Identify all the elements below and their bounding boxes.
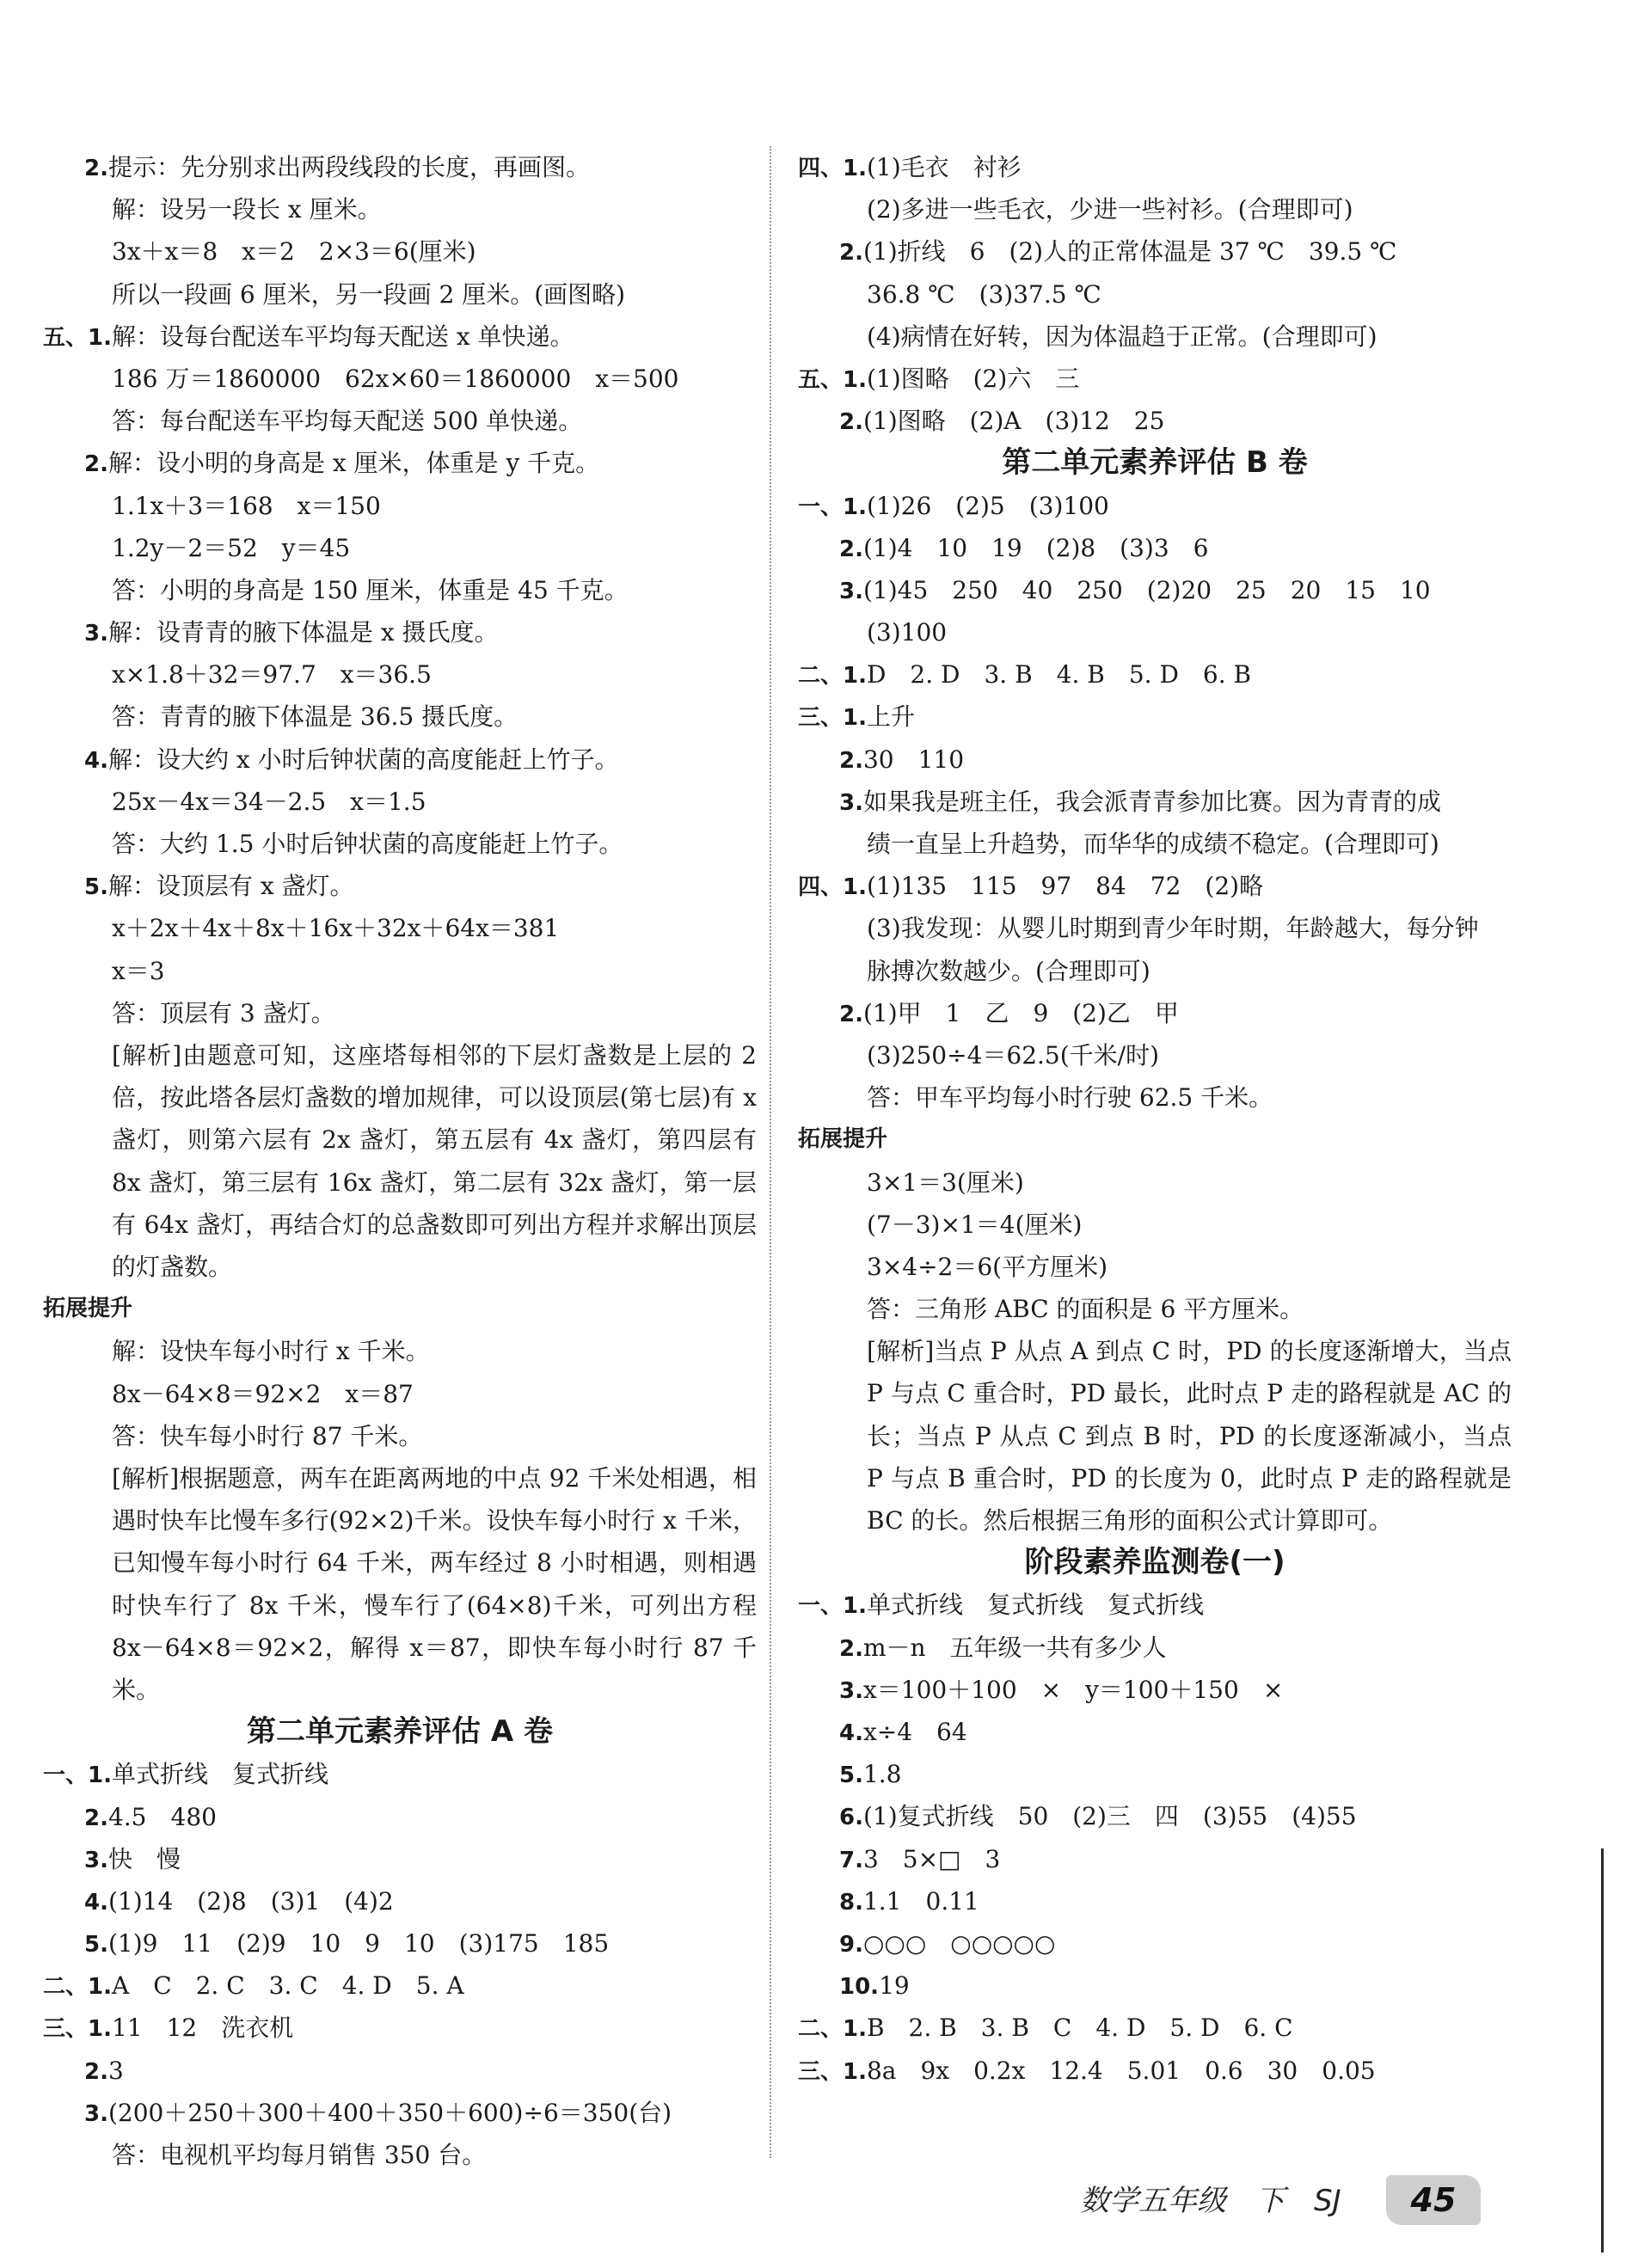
answer-line [798, 823, 1512, 865]
answer-line [43, 2092, 757, 2134]
answer-text: (1)9 11 (2)9 10 9 10 (3)175 185 [107, 1929, 610, 1958]
answer-line [798, 230, 1512, 273]
item-number: 3. [84, 621, 108, 647]
answer-line [43, 781, 757, 823]
answer-text: m－n 五年级一共有多少人 [862, 1633, 1167, 1662]
right-column [798, 146, 1512, 2092]
answer-line [798, 739, 1512, 781]
answer-line [798, 146, 1512, 188]
item-number: 3. [839, 1677, 863, 1704]
item-number: 2. [839, 747, 863, 774]
item-number: 一、1. [798, 493, 867, 520]
answer-line [43, 316, 757, 358]
answer-line [798, 1288, 1512, 1330]
answer-text: 3x＋x＝8 x＝2 2×3＝6(厘米) [112, 237, 476, 267]
subsection-label: 拓展提升 [43, 1296, 133, 1322]
answer-text: 上升 [866, 702, 915, 732]
answer-text: x＝100＋100 × y＝100＋150 × [862, 1675, 1284, 1704]
answer-line [43, 1880, 757, 1922]
answer-line [798, 1965, 1512, 2007]
answer-text: (3)100 [867, 618, 948, 647]
answer-line [43, 527, 757, 569]
answer-text: [解析]当点 P 从点 A 到点 C 时，PD 的长度逐渐增大，当点 P 与点 C 重合时，PD 最长，此时点 P 走的路程就是 AC 的长；当点 P 从点 C 到点 B 时，PD 的长度逐渐减小，当点 P 与点 B 重合时，PD 的长度为 0，此时点 P 走的路程就是 BC 的长。然后根据三角形的面积公式计算即可。 [867, 1337, 1512, 1535]
answer-line [43, 146, 757, 188]
answer-text: (3)我发现：从婴儿时期到青少年时期，年龄越大，每分钟 [867, 914, 1479, 943]
item-number: 5. [839, 1762, 863, 1789]
analysis-paragraph [43, 1457, 757, 1711]
answer-line [798, 400, 1512, 442]
answer-line [43, 1330, 757, 1372]
answer-text: A C 2. C 3. C 4. D 5. A [111, 1971, 464, 2001]
answer-text: 答：电视机平均每月销售 350 台。 [112, 2141, 487, 2169]
answer-text: 答：快车每小时行 87 千米。 [112, 1421, 423, 1450]
answer-text: 解：设另一段长 x 厘米。 [112, 195, 382, 224]
answer-text: 解：设大约 x 小时后钟状菌的高度能赶上竹子。 [107, 745, 619, 774]
answer-text: 解：设每台配送车平均每天配送 x 单快递。 [111, 322, 574, 351]
answer-line [43, 611, 757, 653]
answer-text: 186 万＝1860000 62x×60＝1860000 x＝500 [112, 364, 679, 393]
answer-line [798, 2007, 1512, 2049]
answer-text: (1)折线 6 (2)人的正常体温是 37 ℃ 39.5 ℃ [862, 237, 1397, 267]
item-number: 2. [839, 409, 863, 436]
answer-line [798, 1669, 1512, 1711]
item-number: 三、1. [43, 2016, 112, 2043]
item-number: 8. [839, 1889, 863, 1916]
item-number: 7. [839, 1847, 863, 1873]
item-number: 四、1. [798, 874, 867, 901]
answer-text: (1)26 (2)5 (3)100 [866, 491, 1109, 520]
item-number: 5. [84, 874, 108, 901]
answer-line [798, 2050, 1512, 2092]
answer-text: (2)多进一些毛衣，少进一些衬衫。(合理即可) [867, 195, 1353, 224]
answer-text: 答：顶层有 3 盏灯。 [112, 998, 335, 1027]
answer-text: 3 5×□ 3 [862, 1844, 1001, 1873]
item-number: 4. [84, 747, 108, 774]
answer-text: (1)4 10 19 (2)8 (3)3 6 [862, 533, 1209, 562]
item-number: 2. [839, 536, 863, 562]
answer-text: (1)45 250 40 250 (2)20 25 20 15 10 [862, 575, 1431, 604]
answer-text: 解：设小明的身高是 x 厘米，体重是 y 千克。 [107, 449, 600, 478]
answer-text: 如果我是班主任，我会派青青参加比赛。因为青青的成 [862, 787, 1441, 816]
column-divider [770, 146, 771, 2158]
answer-line [43, 358, 757, 400]
answer-text: 脉搏次数越少。(合理即可) [867, 956, 1150, 985]
answer-line [798, 1711, 1512, 1753]
answer-line [43, 1373, 757, 1415]
item-number: 2. [839, 1635, 863, 1662]
answer-line [43, 2134, 757, 2176]
item-number: 3. [839, 789, 863, 816]
answer-text: 8a 9x 0.2x 12.4 5.01 0.6 30 0.05 [866, 2056, 1376, 2085]
answer-text: 所以一段画 6 厘米，另一段画 2 厘米。(画图略) [112, 279, 626, 309]
answer-text: 快 慢 [107, 1844, 181, 1873]
item-number: 2. [839, 1001, 863, 1027]
answer-line [798, 1880, 1512, 1922]
answer-text: 答：青青的腋下体温是 36.5 摄氏度。 [112, 702, 518, 732]
item-number: 2. [84, 451, 108, 478]
item-number: 4. [839, 1720, 863, 1747]
item-number: 二、1. [798, 663, 867, 690]
answer-line [43, 907, 757, 949]
answer-line [43, 442, 757, 484]
answer-line [43, 485, 757, 527]
item-number: 3. [839, 578, 863, 604]
answer-text: 答：小明的身高是 150 厘米，体重是 45 千克。 [112, 575, 629, 604]
item-number: 10. [839, 1974, 880, 2001]
item-number: 三、1. [798, 705, 867, 732]
answer-text: 8x－64×8＝92×2 x＝87 [112, 1379, 414, 1408]
page-number: 45 [1386, 2175, 1481, 2225]
answer-text: (3)250÷4＝62.5(千米/时) [867, 1040, 1160, 1070]
answer-line [43, 653, 757, 696]
answer-text: 1.8 [862, 1760, 902, 1789]
answer-text: (200＋250＋300＋400＋350＋600)÷6＝350(台) [107, 2098, 672, 2127]
answer-line [798, 527, 1512, 569]
answer-line [43, 2050, 757, 2092]
item-number: 一、1. [798, 1593, 867, 1620]
answer-text: 1.2y－2＝52 y＝45 [112, 533, 351, 562]
answer-text: x÷4 64 [862, 1718, 967, 1747]
answer-line [43, 273, 757, 316]
answer-text: 4.5 480 [107, 1802, 217, 1831]
item-number: 2. [84, 156, 108, 181]
answer-line [43, 1415, 757, 1457]
item-number: 四、1. [798, 156, 867, 181]
item-number: 五、1. [43, 324, 112, 351]
footer-subject: 数学五年级 下 SJ [1080, 2184, 1341, 2218]
answer-line [43, 1838, 757, 1880]
answer-text: 答：每台配送车平均每天配送 500 单快递。 [112, 407, 583, 436]
answer-line [43, 230, 757, 273]
page-edge-line [1601, 1848, 1604, 2253]
answer-line [43, 696, 757, 738]
item-number: 4. [84, 1889, 108, 1916]
answer-line [798, 1922, 1512, 1965]
answer-line [43, 188, 757, 230]
answer-line [43, 1753, 757, 1795]
answer-text: 11 12 洗衣机 [111, 2014, 294, 2043]
answer-text: (4)病情在好转，因为体温趋于正常。(合理即可) [867, 322, 1377, 351]
answer-text: 解：设快车每小时行 x 千米。 [112, 1337, 430, 1366]
answer-text: 3×4÷2＝6(平方厘米) [867, 1252, 1108, 1281]
answer-line [43, 739, 757, 781]
answer-text: 解：设顶层有 x 盏灯。 [107, 872, 354, 901]
answer-line [798, 569, 1512, 611]
answer-line [798, 485, 1512, 527]
answer-line [798, 992, 1512, 1034]
answer-line [798, 1627, 1512, 1669]
answer-line [43, 400, 757, 442]
subsection-label: 拓展提升 [798, 1126, 888, 1153]
answer-text: (1)图略 (2)A (3)12 25 [862, 407, 1165, 436]
section-heading: 第二单元素养评估 A 卷 [247, 1714, 553, 1750]
answer-text: 单式折线 复式折线 复式折线 [866, 1591, 1204, 1620]
answer-line [43, 1922, 757, 1965]
answer-text: (1)14 (2)8 (3)1 (4)2 [107, 1886, 394, 1916]
answer-text: (1)复式折线 50 (2)三 四 (3)55 (4)55 [862, 1802, 1357, 1831]
item-number: 三、1. [798, 2058, 867, 2085]
answer-text: (7－3)×1＝4(厘米) [867, 1210, 1083, 1239]
item-number: 一、1. [43, 1762, 112, 1789]
answer-text: 解：设青青的腋下体温是 x 摄氏度。 [107, 618, 499, 647]
answer-line [43, 950, 757, 992]
answer-line [798, 1753, 1512, 1795]
answer-line [798, 1034, 1512, 1076]
answer-text: 绩一直呈上升趋势，而华华的成绩不稳定。(合理即可) [867, 830, 1439, 858]
answer-line [798, 1584, 1512, 1626]
answer-line [798, 907, 1512, 949]
answer-text: (1)135 115 97 84 72 (2)略 [866, 872, 1264, 901]
answer-line [43, 569, 757, 611]
answer-text: 36.8 ℃ (3)37.5 ℃ [867, 279, 1101, 309]
item-number: 二、1. [798, 2016, 867, 2043]
answer-text: (1)图略 (2)六 三 [866, 364, 1080, 393]
answer-line [798, 611, 1512, 653]
answer-text: 3 [107, 2056, 124, 2085]
answer-line [798, 1162, 1512, 1204]
analysis-paragraph [43, 1034, 757, 1288]
answer-line [798, 950, 1512, 992]
answer-line [798, 358, 1512, 400]
section-heading: 阶段素养监测卷(一) [1024, 1545, 1285, 1580]
answer-text: 1.1 0.11 [862, 1886, 979, 1916]
answer-line [798, 1076, 1512, 1119]
analysis-paragraph [798, 1330, 1512, 1542]
answer-line [798, 781, 1512, 823]
answer-text: [解析]由题意可知，这座塔每相邻的下层灯盏数是上层的 2 倍，按此塔各层灯盏数的增加规律，可以设顶层(第七层)有 x 盏灯，则第六层有 2x 盏灯，第五层有 4x 盏灯，第四层有 8x 盏灯，第三层有 16x 盏灯，第二层有 32x 盏灯，第一层有 64x 盏灯，再结合灯的总盏数即可列出方程并求解出顶层的灯盏数。 [112, 1040, 757, 1281]
answer-text: 30 110 [862, 745, 965, 774]
answer-line [43, 1965, 757, 2007]
answer-line [798, 273, 1512, 316]
item-number: 2. [839, 240, 863, 267]
item-number: 二、1. [43, 1974, 112, 2001]
section-heading: 第二单元素养评估 B 卷 [1002, 445, 1308, 481]
answer-text: 单式折线 复式折线 [111, 1760, 328, 1789]
answer-text: D 2. D 3. B 4. B 5. D 6. B [866, 660, 1252, 690]
answer-line [798, 696, 1512, 738]
answer-line [798, 865, 1512, 907]
item-number: 6. [839, 1805, 863, 1831]
answer-text: x＝3 [112, 956, 165, 985]
answer-line [43, 865, 757, 907]
answer-line [798, 1838, 1512, 1880]
answer-line [43, 992, 757, 1034]
answer-text: B 2. B 3. B C 4. D 5. D 6. C [866, 2014, 1293, 2043]
answer-text: 答：甲车平均每小时行驶 62.5 千米。 [867, 1083, 1273, 1113]
answer-line [798, 1795, 1512, 1837]
answer-line [798, 1204, 1512, 1246]
answer-text: x×1.8＋32＝97.7 x＝36.5 [112, 660, 432, 690]
item-number: 五、1. [798, 366, 867, 393]
answer-text: 25x－4x＝34－2.5 x＝1.5 [112, 787, 426, 816]
answer-line [798, 653, 1512, 696]
item-number: 5. [84, 1932, 108, 1958]
answer-text: x＋2x＋4x＋8x＋16x＋32x＋64x＝381 [112, 914, 560, 943]
answer-text: 答：三角形 ABC 的面积是 6 平方厘米。 [867, 1295, 1304, 1324]
answer-line [798, 316, 1512, 358]
answer-line [43, 1796, 757, 1838]
answer-text: 提示：先分别求出两段线段的长度，再画图。 [107, 153, 590, 181]
answer-text: 1.1x＋3＝168 x＝150 [112, 491, 381, 520]
answer-line [798, 1246, 1512, 1288]
left-column [43, 146, 757, 2176]
item-number: 2. [84, 1805, 108, 1831]
answer-text: 3×1＝3(厘米) [867, 1168, 1024, 1197]
answer-line [43, 823, 757, 865]
item-number: 3. [84, 1847, 108, 1873]
item-number: 9. [839, 1931, 863, 1958]
answer-line [43, 2007, 757, 2049]
answer-text: ○○○ ○○○○○ [862, 1928, 1056, 1958]
item-number: 2. [84, 2058, 108, 2085]
answer-text: (1)甲 1 乙 9 (2)乙 甲 [862, 998, 1179, 1027]
answer-text: 答：大约 1.5 小时后钟状菌的高度能赶上竹子。 [112, 830, 623, 858]
answer-text: (1)毛衣 衬衫 [866, 153, 1022, 181]
answer-text: [解析]根据题意，两车在距离两地的中点 92 千米处相遇，相遇时快车比慢车多行(92×2)千米。设快车每小时行 x 千米，已知慢车每小时行 64 千米，两车经过 8 小时相遇，则相遇时快车行了 8x 千米，慢车行了(64×8)千米，可列出方程 8x－64×8＝92×2，解得 x＝87，即快车每小时行 87 千米。 [112, 1463, 757, 1704]
answer-text: 19 [879, 1971, 910, 2001]
answer-line [798, 188, 1512, 230]
item-number: 3. [84, 2100, 108, 2127]
